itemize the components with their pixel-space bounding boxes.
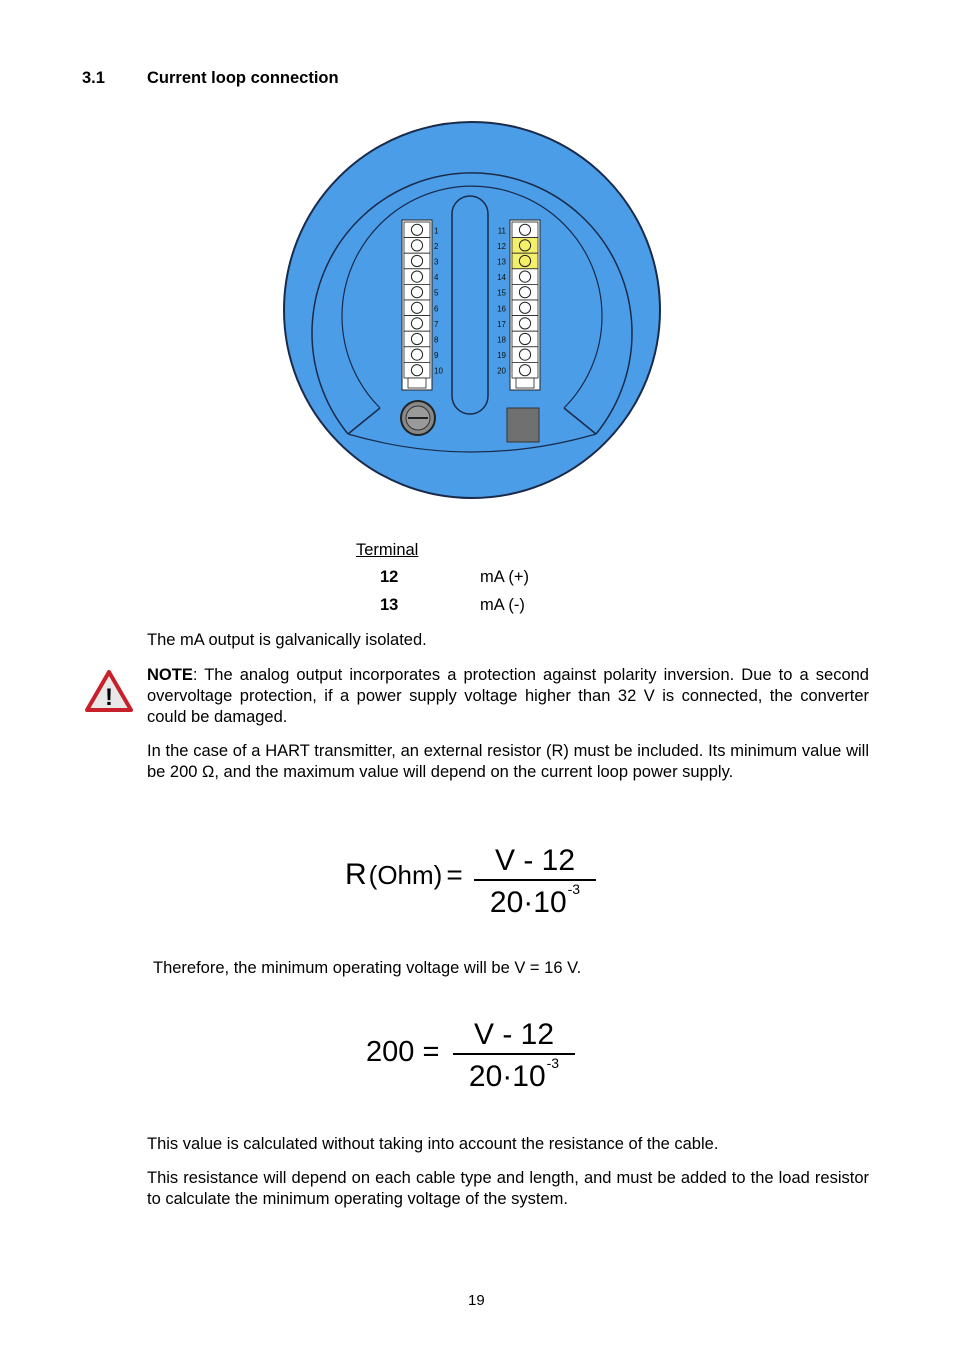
formula-2-fraction — [453, 1017, 575, 1101]
terminal-label: 3 — [434, 257, 439, 267]
formula-denominator: 20·10 — [489, 885, 567, 919]
min-voltage-text: Therefore, the minimum operating voltage will be V = 16 V. — [153, 959, 582, 977]
terminal-label: 2 — [434, 241, 439, 251]
terminal-label: 12 — [497, 241, 506, 251]
terminal-label: 5 — [434, 288, 439, 298]
formula-1-lhs — [345, 858, 463, 892]
terminal-label: 11 — [497, 226, 506, 236]
center-slot — [452, 196, 488, 414]
terminal-function: mA (+) — [480, 568, 530, 586]
svg-text:!: ! — [105, 684, 113, 711]
formula-unit: (Ohm) — [368, 860, 443, 890]
terminal-label: 14 — [497, 273, 506, 283]
terminal-label: 17 — [497, 319, 506, 329]
note-label: NOTE — [147, 666, 193, 684]
formula-r: R — [345, 858, 367, 891]
terminal-label: 20 — [497, 366, 506, 376]
terminal-label: 6 — [434, 304, 439, 314]
terminal-label: 7 — [434, 319, 439, 329]
switch-square — [507, 408, 539, 442]
cable-text-2: This resistance will depend on each cable type and length, and must be added to the load resistor to calculate the minimum operating voltage of the system. — [147, 1169, 869, 1208]
formula-numerator: V - 12 — [473, 1018, 555, 1051]
formula-numerator: V - 12 — [494, 844, 576, 877]
terminal-number: 13 — [380, 596, 399, 614]
note-text: : The analog output incorporates a protection against polarity inversion. Due to a second overvoltage protection, if a power supply voltage higher than 32 V is connected, the converter could be damaged. — [147, 666, 869, 726]
cable-text-1: This value is calculated without taking into account the resistance of the cable. — [147, 1135, 719, 1153]
terminal-label: 19 — [497, 351, 506, 361]
warning-triangle-icon — [85, 670, 133, 712]
terminal-number: 12 — [380, 568, 399, 586]
note-paragraph — [147, 665, 869, 728]
formula-exponent: -3 — [567, 880, 581, 897]
terminal-label: 9 — [434, 351, 439, 361]
formula-denominator: 20·10 — [468, 1059, 546, 1093]
terminal-function: mA (-) — [480, 596, 525, 614]
terminal-label: 18 — [497, 335, 506, 345]
terminal-label: 13 — [497, 257, 506, 267]
terminal-label: 4 — [434, 273, 439, 283]
isolation-text: The mA output is galvanically isolated. — [147, 631, 427, 649]
formula-equals: = — [446, 859, 463, 890]
section-title: Current loop connection — [147, 69, 339, 87]
terminal-label: 1 — [434, 226, 439, 236]
terminal-label: 16 — [497, 304, 506, 314]
hart-paragraph: In the case of a HART transmitter, an external resistor (R) must be included. Its minimum value will be 200 Ω, and the maximum value will depend on the current loop power supply. — [147, 742, 869, 781]
section-number: 3.1 — [82, 69, 105, 87]
terminal-label: 10 — [434, 366, 443, 376]
terminal-block-diagram — [280, 118, 664, 504]
terminal-label: 8 — [434, 335, 439, 345]
page-number: 19 — [468, 1292, 485, 1309]
formula-2-lhs: 200 = — [366, 1036, 440, 1068]
formula-exponent: -3 — [546, 1054, 560, 1071]
terminal-header: Terminal — [356, 541, 419, 559]
terminal-label: 15 — [497, 288, 506, 298]
formula-1-fraction — [474, 843, 596, 927]
